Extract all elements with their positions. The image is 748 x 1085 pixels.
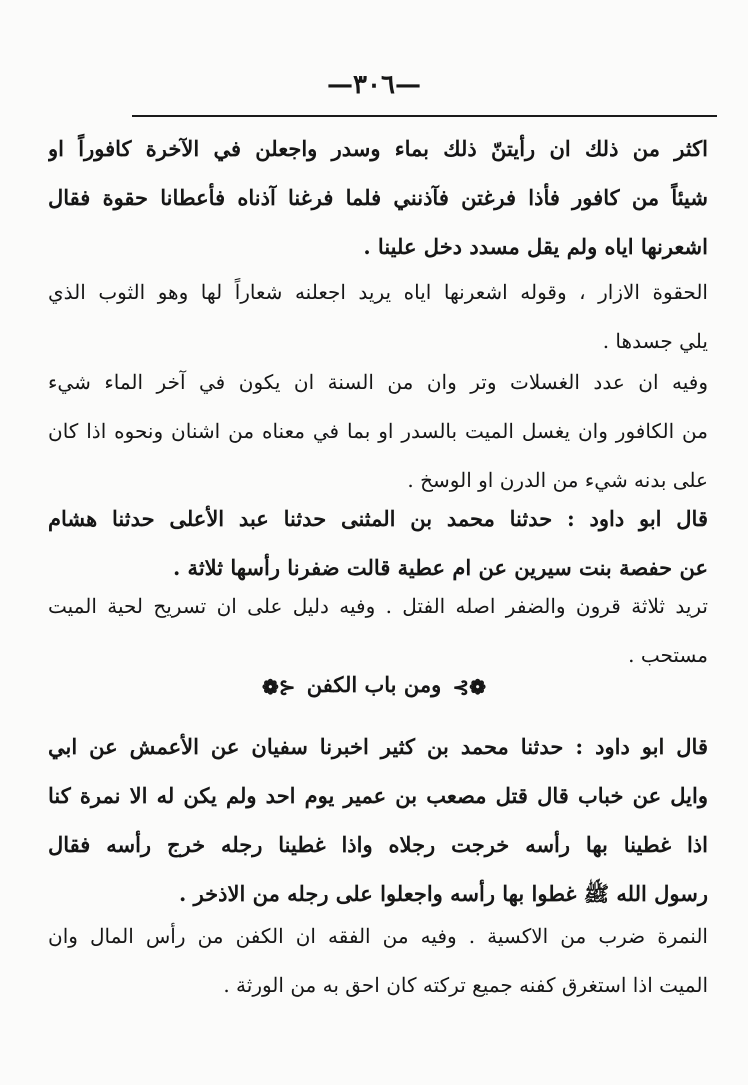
text-line: تريد ثلاثة قرون والضفر اصله الفتل . وفيه دليل على ان تسريح لحية الميت xyxy=(48,594,708,618)
text-line: مستحب . xyxy=(628,643,708,667)
page-number: —٣٠٦— xyxy=(327,70,421,100)
text-line: وفيه ان عدد الغسلات وتر وان من السنة ان يكون في آخر الماء شيء xyxy=(48,370,708,394)
chapter-heading xyxy=(0,672,748,699)
text-line: النمرة ضرب من الاكسية . وفيه من الفقه ان الكفن من رأس المال وان xyxy=(48,924,708,948)
text-line: اكثر من ذلك ان رأيتنّ ذلك بماء وسدر واجعلن في الآخرة كافوراً او xyxy=(48,136,708,161)
text-line: اشعرنها اياه ولم يقل مسدد دخل علينا . xyxy=(363,234,708,259)
text-line: شيئاً من كافور فأذا فرغتن فآذنني فلما فرغنا آذناه فأعطانا حقوة فقال xyxy=(48,185,708,210)
text-line: رسول الله ﷺ غطوا بها رأسه واجعلوا على رجله من الاذخر . xyxy=(178,881,708,906)
hadith-paragraph xyxy=(48,722,708,918)
text-line: وايل عن خباب قال قتل مصعب بن عمير يوم احد ولم يكن له الا نمرة كنا xyxy=(48,783,708,808)
text-line: الميت اذا استغرق كفنه جميع تركته كان احق به من الورثة . xyxy=(223,973,708,997)
commentary-paragraph xyxy=(48,358,708,505)
text-line: اذا غطينا بها رأسه خرجت رجلاه واذا غطينا رجله خرج رأسه فقال xyxy=(48,832,708,857)
text-line: قال ابو داود : حدثنا محمد بن المثنى حدثنا عبد الأعلى حدثنا هشام xyxy=(48,506,708,531)
commentary-paragraph xyxy=(48,582,708,680)
text-line: عن حفصة بنت سيرين عن ام عطية قالت ضفرنا رأسها ثلاثة . xyxy=(172,555,708,580)
header-rule xyxy=(132,115,717,117)
text-line: يلي جسدها . xyxy=(602,329,708,353)
heading-ornament-left: ⊰❁ xyxy=(261,674,296,699)
heading-ornament-right: ❁⊱ xyxy=(452,674,487,699)
text-line: الحقوة الازار ، وقوله اشعرنها اياه يريد اجعلنه شعاراً لها وهو الثوب الذي xyxy=(48,280,708,304)
commentary-paragraph xyxy=(48,912,708,1010)
text-line: من الكافور وان يغسل الميت بالسدر او بما في معناه من اشنان ونحوه اذا كان xyxy=(48,419,708,443)
chapter-title: ومن باب الكفن xyxy=(306,672,442,697)
hadith-paragraph xyxy=(48,494,708,592)
text-line: على بدنه شيء من الدرن او الوسخ . xyxy=(407,468,708,492)
text-line: قال ابو داود : حدثنا محمد بن كثير اخبرنا سفيان عن الأعمش عن ابي xyxy=(48,734,708,759)
hadith-continuation xyxy=(48,124,708,271)
commentary-paragraph xyxy=(48,268,708,366)
